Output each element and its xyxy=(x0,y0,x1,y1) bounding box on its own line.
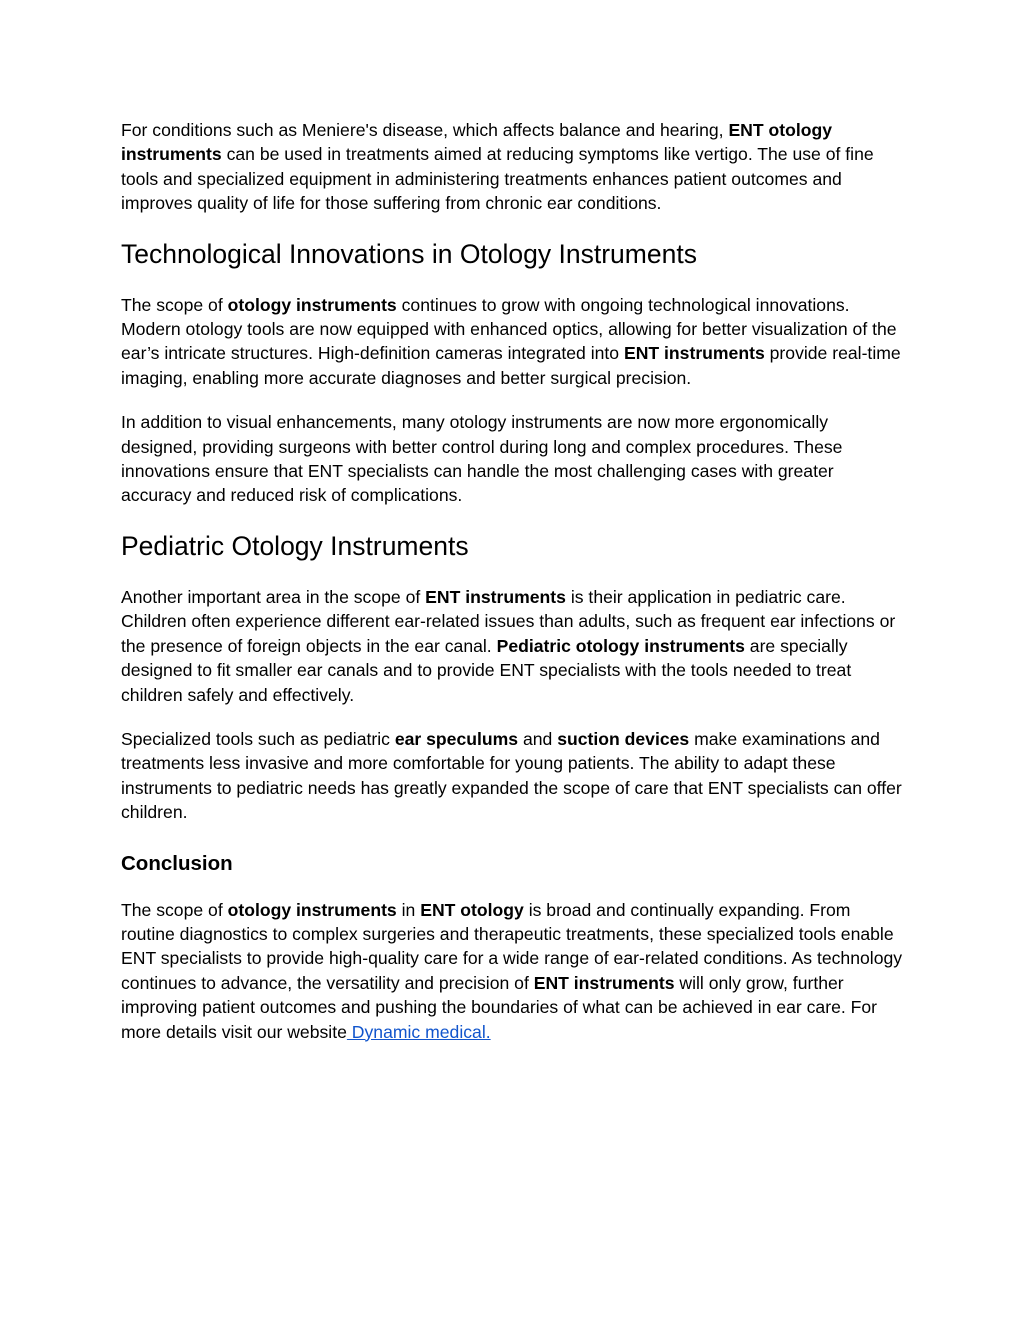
text-run: For conditions such as Meniere's disease, which affects balance and hearing, xyxy=(121,120,729,140)
technology-paragraph-1 xyxy=(121,293,907,391)
bold-term: otology instruments xyxy=(227,899,397,920)
section-heading-pediatric: Pediatric Otology Instruments xyxy=(121,530,469,561)
text-run: continues to grow with ongoing technological innovations. Modern otology tools are now equipped with enhanced optics, allowing for better visualization of the ear’s intricate structures. High-definition cameras integrated into xyxy=(121,294,897,364)
text-run: is broad and continually expanding. From routine diagnostics to complex surgeries and therapeutic treatments, these specialized tools enable ENT specialists to provide high-quality care for a wide range of ear-related conditions. As technology continues to advance, the versatility and precision of xyxy=(121,899,903,993)
website-link[interactable]: Dynamic medical. xyxy=(346,1021,491,1042)
text-run: in xyxy=(396,899,421,920)
bold-term: ear speculums xyxy=(394,728,519,749)
bold-term: suction devices xyxy=(557,728,690,749)
text-run: provide real-time imaging, enabling more accurate diagnoses and better surgical precision. xyxy=(121,343,901,388)
bold-term: ENT instruments xyxy=(623,343,765,364)
text-run: Another important area in the scope of xyxy=(121,586,426,607)
text-run: and xyxy=(518,728,558,749)
bold-term: ENT instruments xyxy=(533,972,675,993)
section-heading-technology: Technological Innovations in Otology Instruments xyxy=(121,238,697,269)
intro-paragraph xyxy=(121,118,907,216)
text-run: can be used in treatments aimed at reducing symptoms like vertigo. The use of fine tools and specialized equipment in administering treatments enhances patient outcomes and improves quality of life for those suffering from chronic ear conditions. xyxy=(121,144,874,214)
text-run: Specialized tools such as pediatric xyxy=(121,728,395,749)
bold-term: ENT otology xyxy=(420,899,524,920)
text-run: will only grow, further improving patient outcomes and pushing the boundaries of what can be achieved in ear care. For more details visit our website xyxy=(121,972,878,1042)
pediatric-paragraph-1 xyxy=(121,585,907,707)
bold-term: ENT otology instruments xyxy=(121,120,833,165)
text-run: are specially designed to fit smaller ear canals and to provide ENT specialists with the tools needed to treat children safely and effectively. xyxy=(121,635,852,705)
text-run: is their application in pediatric care. Children often experience different ear-related issues than adults, such as frequent ear infections or the presence of foreign objects in the ear canal. xyxy=(121,586,896,656)
text-run: The scope of xyxy=(121,899,228,920)
bold-term: Pediatric otology instruments xyxy=(496,635,745,656)
bold-term: ENT instruments xyxy=(425,586,566,607)
section-heading-conclusion: Conclusion xyxy=(121,851,233,875)
pediatric-paragraph-2 xyxy=(121,727,907,825)
conclusion-paragraph xyxy=(121,898,907,1044)
technology-paragraph-2: In addition to visual enhancements, many otology instruments are now more ergonomically designed, providing surgeons with better control during long and complex procedures. These innovations ensure that ENT specialists can handle the most challenging cases with greater accuracy and reduced risk of complications. xyxy=(121,412,843,506)
text-run: make examinations and treatments less invasive and more comfortable for young patients. The ability to adapt these instruments to pediatric needs has greatly expanded the scope of care that ENT specialists can offer children. xyxy=(121,728,902,823)
document-page xyxy=(121,118,907,1044)
bold-term: otology instruments xyxy=(227,294,397,315)
text-run: The scope of xyxy=(121,294,228,315)
